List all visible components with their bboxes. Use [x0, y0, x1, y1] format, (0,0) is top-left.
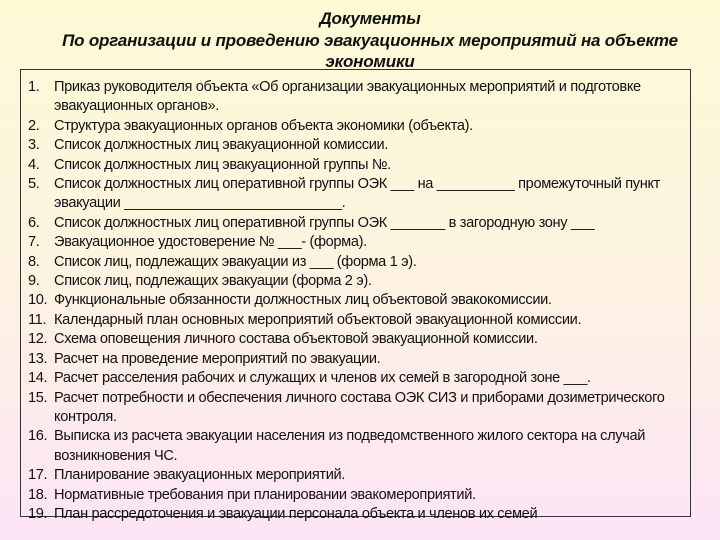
item-number: 2.: [28, 117, 40, 134]
item-text: План рассредоточения и эвакуации персонала объекта и членов их семей: [54, 505, 538, 522]
item-number: 5.: [28, 176, 40, 193]
item-number: 8.: [28, 253, 40, 270]
item-number: 9.: [28, 273, 40, 290]
list-item: [28, 233, 686, 252]
item-text: Структура эвакуационных органов объекта экономики (объекта).: [54, 117, 473, 134]
list-item: [28, 291, 686, 310]
list-item: [28, 253, 686, 272]
item-number: 17.: [28, 467, 48, 484]
item-text: Нормативные требования при планировании эвакомероприятий.: [54, 486, 476, 503]
item-text: Приказ руководителя объекта «Об организации эвакуационных мероприятий и подготовке эвакуационных органов».: [54, 79, 641, 115]
list-item: [28, 466, 686, 485]
item-text: Список должностных лиц эвакуационной комиссии.: [54, 137, 389, 154]
item-number: 18.: [28, 486, 48, 503]
document-subtitle: По организации и проведению эвакуационных мероприятий на объекте: [62, 31, 678, 50]
document-subtitle-cont: экономики: [325, 52, 415, 71]
item-text: Функциональные обязанности должностных лиц объектовой эвакокомиссии.: [54, 292, 552, 309]
list-item: [28, 311, 686, 330]
item-text: Расчет на проведение мероприятий по эвакуации.: [54, 350, 381, 367]
list-item: [28, 117, 686, 136]
item-number: 3.: [28, 137, 40, 154]
list-item: [28, 350, 686, 369]
item-text: Список должностных лиц оперативной группы ОЭК ___ на __________ промежуточный пункт эвакуации ____________________________.: [54, 176, 660, 212]
item-text: Календарный план основных мероприятий объектовой эвакуационной комиссии.: [54, 311, 582, 328]
item-text: Список должностных лиц оперативной группы ОЭК _______ в загородную зону ___: [54, 214, 595, 231]
item-text: Выписка из расчета эвакуации населения из подведомственного жилого сектора на случай возникновения ЧС.: [54, 428, 646, 464]
item-number: 13.: [28, 350, 48, 367]
item-text: Список лиц, подлежащих эвакуации из ___ (форма 1 э).: [54, 253, 417, 270]
list-item: [28, 175, 686, 214]
list-item: [28, 214, 686, 233]
item-number: 6.: [28, 214, 40, 231]
item-number: 1.: [28, 79, 40, 95]
item-number: 12.: [28, 331, 48, 348]
item-number: 4.: [28, 156, 40, 173]
item-number: 14.: [28, 370, 48, 387]
list-item: [28, 78, 686, 117]
item-text: Список лиц, подлежащих эвакуации (форма 2 э).: [54, 273, 372, 290]
list-item: [28, 486, 686, 505]
item-number: 7.: [28, 234, 40, 251]
list-item: [28, 369, 686, 388]
item-text: Эвакуационное удостоверение № ___- (форма).: [54, 234, 367, 251]
item-number: 19.: [28, 505, 48, 522]
list-item: [28, 136, 686, 155]
item-text: Список должностных лиц эвакуационной группы №.: [54, 156, 391, 173]
documents-list: [28, 78, 686, 524]
item-number: 11.: [28, 311, 47, 328]
document-title: Документы: [319, 9, 421, 28]
item-text: Расчет потребности и обеспечения личного состава ОЭК СИЗ и приборами дозиметрического контроля.: [54, 389, 665, 425]
item-number: 15.: [28, 389, 48, 406]
item-text: Схема оповещения личного состава объектовой эвакуационной комиссии.: [54, 331, 538, 348]
item-number: 16.: [28, 428, 48, 445]
documents-list-box: [20, 69, 691, 522]
list-item: [28, 389, 686, 428]
list-item: [28, 505, 686, 524]
list-item: [28, 272, 686, 291]
item-text: Расчет расселения рабочих и служащих и членов их семей в загородной зоне ___.: [54, 370, 591, 387]
list-item: [28, 156, 686, 175]
list-item: [28, 427, 686, 466]
item-text: Планирование эвакуационных мероприятий.: [54, 467, 346, 484]
list-item: [28, 330, 686, 349]
item-number: 10.: [28, 292, 48, 309]
